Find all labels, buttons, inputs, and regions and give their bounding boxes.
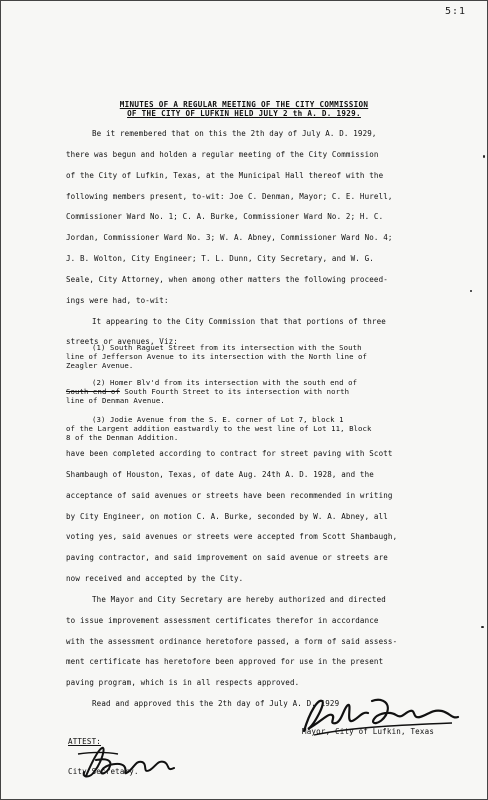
body-line: acceptance of said avenues or streets have been recommended in writing	[66, 490, 393, 500]
page-number: 5:1	[444, 6, 466, 17]
document-title	[0, 101, 488, 118]
street-line: (1) South Raguet Street from its intersection with the South	[92, 343, 362, 352]
intro-line: streets or avenues, Viz:	[66, 337, 178, 347]
title-line-1: MINUTES OF A REGULAR MEETING OF THE CITY COMMISSION	[119, 100, 369, 109]
intro-line: there was begun and holden a regular meeting of the City Commission	[66, 149, 379, 159]
intro-line: ings were had, to-wit:	[66, 295, 169, 305]
intro-line: Commissioner Ward No. 1; C. A. Burke, Commissioner Ward No. 2; H. C.	[66, 212, 384, 222]
street-line-rest: South Fourth Street to its intersection with north	[119, 386, 350, 396]
body-line: Shambaugh of Houston, Texas, of date Aug. 24th A. D. 1928, and the	[66, 469, 374, 479]
body-line: Read and approved this the 2th day of July A. D. 1929	[92, 699, 340, 709]
street-line: (2) Homer Blv'd from its intersection with the south end of	[92, 378, 358, 387]
clerk-label: City Secretary.	[68, 767, 139, 776]
body-line: have been completed according to contract for street paving with Scott	[66, 449, 393, 458]
clerk-signature	[72, 742, 182, 782]
street-line: 8 of the Denman Addition.	[66, 432, 179, 442]
street-item-2	[66, 379, 466, 405]
scan-speck	[481, 626, 484, 628]
attest-label: ATTEST:	[68, 737, 102, 746]
scan-speck	[483, 155, 485, 158]
body-line: The Mayor and City Secretary are hereby authorized and directed	[92, 594, 386, 604]
title-line-2: OF THE CITY OF LUFKIN HELD JULY 2 th A. D. 1929.	[127, 108, 361, 118]
intro-line: following members present, to-wit: Joe C. Denman, Mayor; C. E. Hurell,	[66, 191, 393, 201]
body-line: voting yes, said avenues or streets were accepted from Scott Shambaugh,	[66, 532, 398, 542]
body-line: to issue improvement assessment certificates therefor in accordance	[66, 615, 379, 625]
street-line: line of Jefferson Avenue to its intersection with the North line of	[66, 351, 368, 361]
street-line: line of Denman Avenue.	[66, 395, 165, 405]
intro-paragraph	[66, 124, 466, 353]
struck-text: South end of	[66, 386, 120, 396]
intro-line: Jordan, Commissioner Ward No. 3; W. A. Abney, Commissioner Ward No. 4;	[66, 233, 393, 243]
intro-line: It appearing to the City Commission that that portions of three	[92, 316, 386, 326]
body-paragraph	[66, 444, 466, 715]
intro-line: Be it remembered that on this the 2th day of July A. D. 1929,	[92, 129, 377, 138]
street-line: of the Largent addition eastwardly to the west line of Lot 11, Block	[66, 423, 372, 433]
intro-line: J. B. Wolton, City Engineer; T. L. Dunn, City Secretary, and W. G.	[66, 254, 374, 264]
body-line: paving contractor, and said improvement on said avenue or streets are	[66, 553, 388, 563]
body-line: with the assessment ordinance heretofore passed, a form of said assess-	[66, 636, 398, 646]
street-item-3	[66, 416, 466, 442]
street-line: (3) Jodie Avenue from the S. E. corner of Lot 7, block 1	[92, 415, 344, 424]
body-line: now received and accepted by the City.	[66, 574, 244, 584]
mayor-label: Mayor, City of Lufkin, Texas	[302, 727, 435, 736]
body-line: by City Engineer, on motion C. A. Burke, seconded by W. A. Abney, all	[66, 511, 388, 521]
body-line: paving program, which is in all respects approved.	[66, 678, 300, 688]
street-line: Zeagler Avenue.	[66, 360, 134, 370]
street-item-1	[66, 344, 466, 370]
intro-line: of the City of Lufkin, Texas, at the Municipal Hall thereof with the	[66, 170, 384, 180]
intro-line: Seale, City Attorney, when among other matters the following proceed-	[66, 274, 388, 284]
body-line: ment certificate has heretofore been approved for use in the present	[66, 657, 384, 667]
scan-speck	[470, 290, 472, 292]
